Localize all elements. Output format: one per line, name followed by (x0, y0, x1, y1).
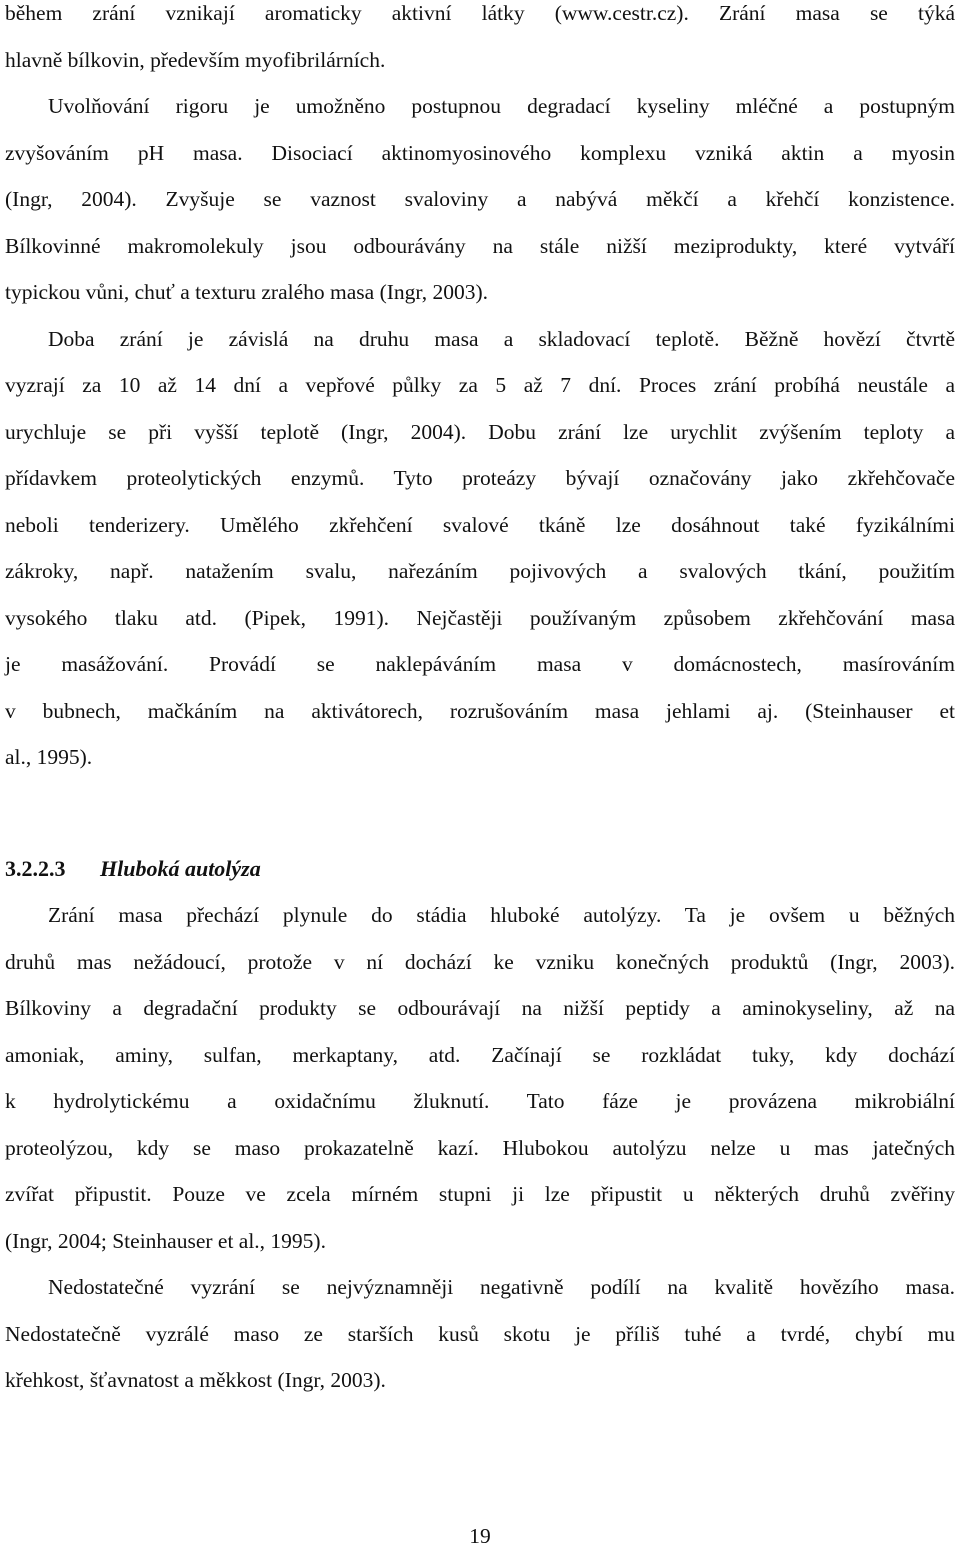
text-section-1 (5, 0, 955, 781)
text-line: Nedostatečně vyzrálé maso ze starších kusů skotu je příliš tuhé a tvrdé, chybí mu (5, 1321, 955, 1346)
text-line: amoniak, aminy, sulfan, merkaptany, atd. Začínají se rozkládat tuky, kdy dochází (5, 1042, 955, 1067)
text-line: druhů mas nežádoucí, protože v ní dochází ke vzniku konečných produktů (Ingr, 2003). (5, 949, 955, 974)
text-line: Nedostatečné vyzrání se nejvýznamněji negativně podílí na kvalitě hovězího masa. (48, 1275, 955, 1299)
text-section-2 (5, 892, 955, 1404)
text-line: křehkost, šťavnatost a měkkost (Ingr, 2003). (5, 1368, 386, 1392)
text-line: neboli tenderizery. Umělého zkřehčení svalové tkáně lze dosáhnout také fyzikálními (5, 512, 955, 537)
text-line: přídavkem proteolytických enzymů. Tyto proteázy bývají označovány jako zkřehčovače (5, 466, 955, 490)
text-line: (Ingr, 2004; Steinhauser et al., 1995). (5, 1228, 326, 1253)
text-line: zvyšováním pH masa. Disociací aktinomyosinového komplexu vzniká aktin a myosin (5, 140, 955, 165)
text-line: typickou vůni, chuť a texturu zralého masa (Ingr, 2003). (5, 280, 488, 304)
text-line: během zrání vznikají aromaticky aktivní látky (www.cestr.cz). Zrání masa se týká (5, 1, 955, 25)
text-line: zvířat připustit. Pouze ve zcela mírném stupni ji lze připustit u některých druhů zvěřiny (5, 1182, 955, 1206)
text-line: Bílkovinné makromolekuly jsou odbourávány na stále nižší meziprodukty, které vytváří (5, 233, 955, 258)
text-line: je masážování. Provádí se naklepáváním masa v domácnostech, masírováním (5, 652, 955, 676)
section-title: Hluboká autolýza (100, 856, 261, 881)
section-number: 3.2.2.3 (5, 856, 66, 881)
text-line: v bubnech, mačkáním na aktivátorech, rozrušováním masa jehlami aj. (Steinhauser et (5, 698, 955, 723)
text-line: Uvolňování rigoru je umožněno postupnou degradací kyseliny mléčné a postupným (48, 94, 955, 118)
text-line: vysokého tlaku atd. (Pipek, 1991). Nejčastěji používaným způsobem zkřehčování masa (5, 605, 955, 630)
text-line: Bílkoviny a degradační produkty se odbourávají na nižší peptidy a aminokyseliny, až na (5, 996, 955, 1020)
text-line: k hydrolytickému a oxidačnímu žluknutí. Tato fáze je provázena mikrobiální (5, 1089, 955, 1113)
text-line: (Ingr, 2004). Zvyšuje se vaznost svaloviny a nabývá měkčí a křehčí konzistence. (5, 187, 955, 211)
text-line: urychluje se při vyšší teplotě (Ingr, 2004). Dobu zrání lze urychlit zvýšením teploty a (5, 419, 955, 444)
text-line: vyzrají za 10 až 14 dní a vepřové půlky za 5 až 7 dní. Proces zrání probíhá neustále a (5, 373, 955, 397)
text-line: zákroky, např. natažením svalu, nařezáním pojivových a svalových tkání, použitím (5, 559, 955, 583)
text-line: Doba zrání je závislá na druhu masa a skladovací teplotě. Běžně hovězí čtvrtě (48, 326, 955, 351)
text-line: hlavně bílkovin, především myofibrilárních. (5, 47, 386, 72)
text-line: al., 1995). (5, 745, 93, 769)
page-number: 19 (469, 1524, 491, 1548)
text-line: proteolýzou, kdy se maso prokazatelně kazí. Hlubokou autolýzu nelze u mas jatečných (5, 1135, 955, 1160)
section-heading (5, 846, 261, 892)
text-line: Zrání masa přechází plynule do stádia hluboké autolýzy. Ta je ovšem u běžných (48, 903, 955, 927)
